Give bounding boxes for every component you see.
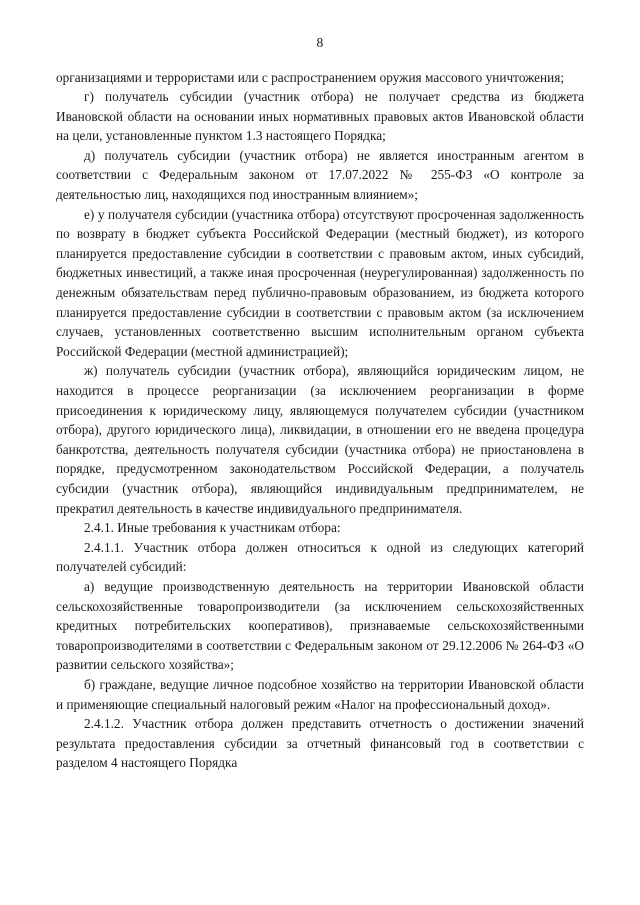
document-paragraph: 2.4.1.2. Участник отбора должен представить отчетность о достижении значений результата предоставления субсидии за отчетный финансовый год в соответствии с разделом 4 настоящего Порядка bbox=[56, 716, 584, 771]
document-paragraph: 2.4.1. Иные требования к участникам отбора: bbox=[84, 520, 341, 536]
page-number: 8 bbox=[316, 35, 324, 50]
document-paragraph: 2.4.1.1. Участник отбора должен относиться к одной из следующих категорий получателей субсидий: bbox=[56, 539, 584, 575]
document-paragraph: ж) получатель субсидии (участник отбора), являющийся юридическим лицом, не находится в процессе реорганизации (за исключением реорганизации в форме присоединения к юридическому лицу, являющемуся получателем субсидии (участником отбора), другого юридического лица), ликвидации, в отношении его не введена процедура банкротства, деятельность получателя субсидии (участника отбора) не приостановлена в порядке, предусмотренном законодательством Российской Федерации, а получатель субсидии (участник отбора), являющийся индивидуальным предпринимателем, не прекратил деятельность в качестве индивидуального предпринимателя. bbox=[56, 363, 584, 516]
document-paragraph: организациями и террористами или с распространением оружия массового уничтожения; bbox=[56, 69, 565, 85]
document-paragraph: а) ведущие производственную деятельность на территории Ивановской области сельскохозяйственные товаропроизводители (за исключением сельскохозяйственных кредитных потребительских кооперативов), признаваемые сельскохозяйственными товаропроизводителями в соответствии с Федеральным законом от 29.12.2006 № 264-ФЗ «О развитии сельского хозяйства»; bbox=[56, 578, 584, 673]
document-body bbox=[56, 68, 584, 773]
document-paragraph: б) граждане, ведущие личное подсобное хозяйство на территории Ивановской области и применяющие специальный налоговый режим «Налог на профессиональный доход». bbox=[56, 676, 584, 712]
document-paragraph: е) у получателя субсидии (участника отбора) отсутствуют просроченная задолженность по возврату в бюджет субъекта Российской Федерации (местный бюджет), из которого планируется предоставление субсидии в соответствии с правовым актом, иных субсидий, бюджетных инвестиций, а также иная просроченная (неурегулированная) задолженность по денежным обязательствам перед публично-правовым образованием, из бюджета которого планируется предоставление субсидии в соответствии с правовым актом (за исключением случаев, установленных соответственно высшим исполнительным органом субъекта Российской Федерации (местной администрацией); bbox=[56, 206, 584, 359]
document-paragraph: г) получатель субсидии (участник отбора) не получает средства из бюджета Ивановской области на основании иных нормативных правовых актов Ивановской области на цели, установленные пунктом 1.3 настоящего Порядка; bbox=[56, 89, 584, 144]
document-paragraph: д) получатель субсидии (участник отбора) не является иностранным агентом в соответствии с Федеральным законом от 17.07.2022 № 255-ФЗ «О контроле за деятельностью лиц, находящихся под иностранным влиянием»; bbox=[56, 147, 584, 203]
